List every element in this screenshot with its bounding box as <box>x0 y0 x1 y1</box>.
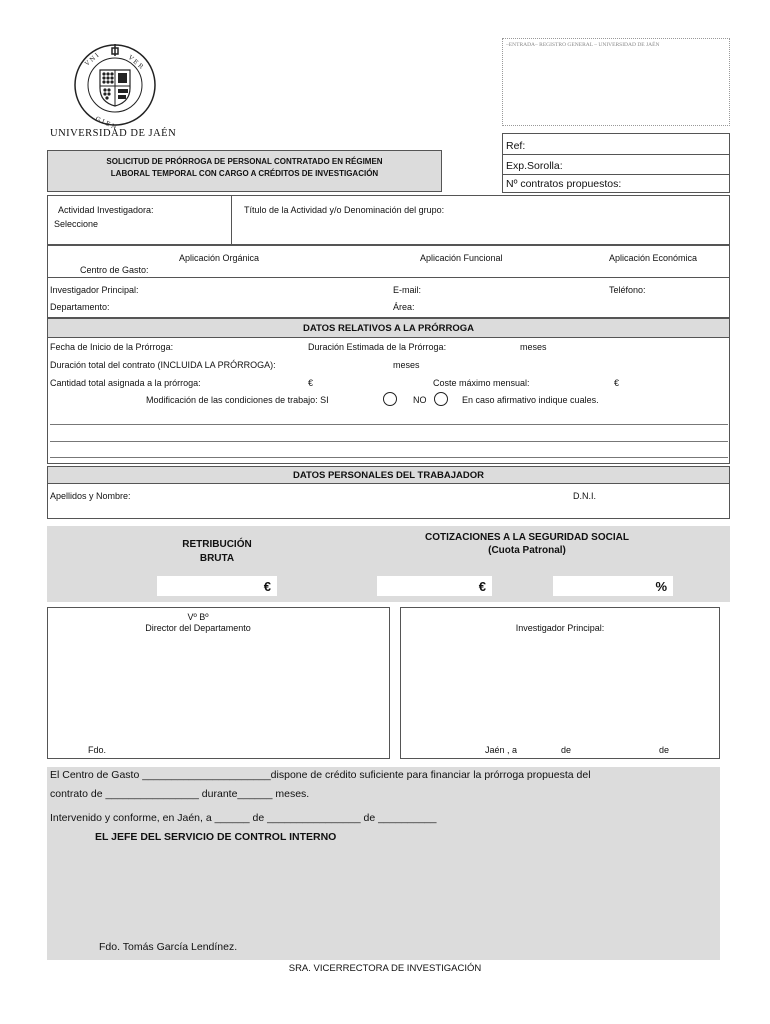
gross-pay-line1: RETRIBUCIÓN <box>182 539 252 550</box>
control-line3: Intervenido y conforme, en Jaén, a ______ de ________________ de __________ <box>50 812 437 824</box>
extension-section-title: DATOS RELATIVOS A LA PRÓRROGA <box>302 323 474 334</box>
director-fdo-label: Fdo. <box>88 745 107 755</box>
date-de-2: de <box>659 745 670 755</box>
place-date-label: Jaén , a <box>485 745 518 755</box>
date-de-1: de <box>561 745 572 755</box>
registry-stamp-text: –ENTRADA– REGISTRO GENERAL – UNIVERSIDAD DE JAÉN <box>506 42 660 48</box>
director-signature-box <box>47 607 390 759</box>
dni-label: D.N.I. <box>573 491 597 501</box>
area-label: Área: <box>393 302 415 312</box>
worker-section-title: DATOS PERSONALES DEL TRABAJADOR <box>292 470 485 481</box>
worker-section-header <box>47 466 730 484</box>
svg-text:V N I: V N I <box>83 52 101 68</box>
control-line1: El Centro de Gasto ______________________dispone de crédito suficiente para financiar la prórroga propuesta del <box>50 769 591 781</box>
extension-section-header <box>47 318 730 338</box>
extension-section <box>47 338 730 464</box>
start-date-label: Fecha de Inicio de la Prórroga: <box>50 342 174 352</box>
phone-label: Teléfono: <box>609 285 646 295</box>
exp-sorolla-label: Exp.Sorolla: <box>506 160 563 172</box>
control-signed-by: Fdo. Tomás García Lendínez. <box>99 941 238 953</box>
cost-center-label: Centro de Gasto: <box>80 265 149 275</box>
researcher-signature-box <box>400 607 720 759</box>
if-yes-label: En caso afirmativo indique cuales. <box>462 395 599 405</box>
no-label: NO <box>413 395 427 405</box>
social-security-euro: € <box>478 579 486 594</box>
vb-label: Vº Bº <box>187 612 209 622</box>
conditions-line-2[interactable] <box>50 441 728 442</box>
internal-control-section <box>47 767 720 960</box>
social-security-percent: % <box>655 579 667 594</box>
reference-box <box>502 133 730 193</box>
university-seal <box>70 40 160 130</box>
conditions-line-1[interactable] <box>50 424 728 425</box>
activity-title-label: Título de la Actividad y/o Denominación del grupo: <box>244 205 445 215</box>
activity-select[interactable]: Seleccione <box>54 219 99 229</box>
max-monthly-label: Coste máximo mensual: <box>433 378 530 388</box>
worker-section <box>47 484 730 519</box>
gross-pay-line2: BRUTA <box>199 553 235 564</box>
activity-section <box>47 195 730 245</box>
radio-no[interactable] <box>434 392 448 406</box>
budget-section <box>47 245 730 278</box>
form-title-line2: LABORAL TEMPORAL CON CARGO A CRÉDITOS DE INVESTIGACIÓN <box>110 169 379 178</box>
contracts-label: Nº contratos propuestos: <box>506 178 622 190</box>
payment-section <box>47 526 730 602</box>
euro-label-1: € <box>308 378 314 388</box>
director-label: Director del Departamento <box>145 623 251 633</box>
form-title-line1: SOLICITUD DE PRÓRROGA DE PERSONAL CONTRATADO EN RÉGIMEN <box>106 157 383 166</box>
conditions-line-3[interactable] <box>50 457 728 458</box>
principal-signature-label: Investigador Principal: <box>515 623 605 633</box>
total-duration-label: Duración total del contrato (INCLUIDA LA PRÓRROGA): <box>50 360 276 370</box>
euro-label-2: € <box>614 378 620 388</box>
social-security-amount-field[interactable] <box>377 576 492 596</box>
gross-pay-field[interactable] <box>157 576 277 596</box>
modification-label: Modificación de las condiciones de trabajo: SI <box>146 395 329 405</box>
social-security-percent-field[interactable] <box>553 576 673 596</box>
form-title-box <box>47 150 442 192</box>
activity-label: Actividad Investigadora: <box>58 205 154 215</box>
svg-text:V E R: V E R <box>126 54 145 71</box>
estimated-duration-label: Duración Estimada de la Prórroga: <box>308 342 447 352</box>
control-chief-title: EL JEFE DEL SERVICIO DE CONTROL INTERNO <box>95 831 337 843</box>
svg-text:G I E N: G I E N <box>94 115 118 130</box>
email-label: E-mail: <box>393 285 422 295</box>
months-label-1: meses <box>520 342 547 352</box>
radio-yes[interactable] <box>383 392 397 406</box>
name-label: Apellidos y Nombre: <box>50 491 131 501</box>
social-security-line1: COTIZACIONES A LA SEGURIDAD SOCIAL <box>425 532 629 543</box>
total-amount-label: Cantidad total asignada a la prórroga: <box>50 378 201 388</box>
researcher-section <box>47 278 730 318</box>
department-label: Departamento: <box>50 302 110 312</box>
ref-label: Ref: <box>506 140 526 152</box>
university-name: UNIVERSIDAD DE JAÉN <box>50 128 177 139</box>
principal-researcher-label: Investigador Principal: <box>50 285 139 295</box>
economic-application: Aplicación Económica <box>609 253 698 263</box>
gross-pay-euro: € <box>263 579 271 594</box>
social-security-line2: (Cuota Patronal) <box>488 545 566 556</box>
registry-stamp-box <box>502 38 730 126</box>
control-line2: contrato de ________________ durante______ meses. <box>50 788 310 800</box>
organic-application: Aplicación Orgánica <box>179 253 260 263</box>
recipient-footer: SRA. VICERRECTORA DE INVESTIGACIÓN <box>288 963 482 974</box>
months-label-2: meses <box>393 360 420 370</box>
functional-application: Aplicación Funcional <box>420 253 503 263</box>
